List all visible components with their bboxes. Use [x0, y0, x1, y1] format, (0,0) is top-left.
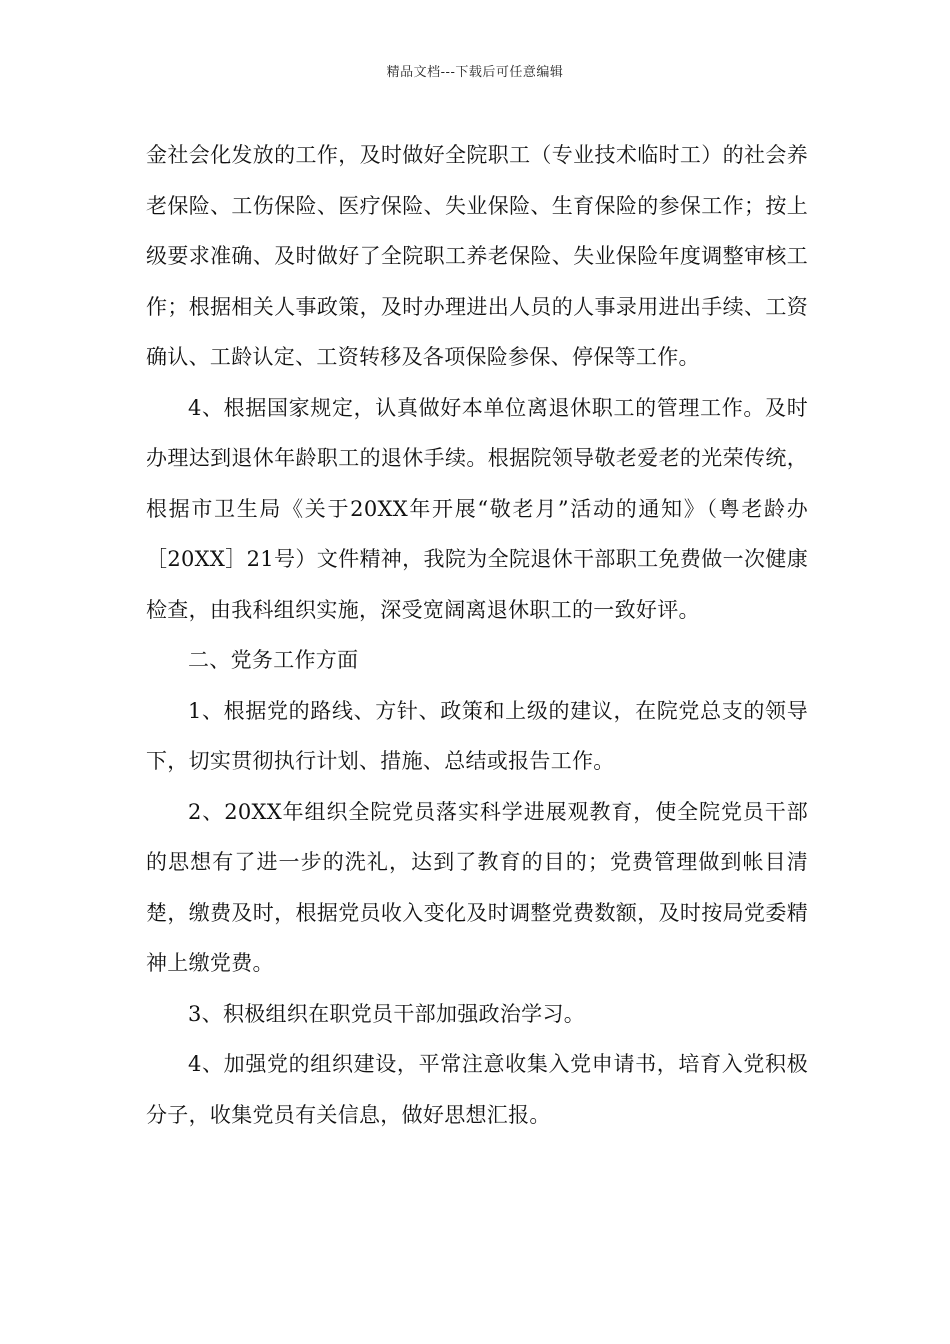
document-body: [146, 130, 808, 1140]
paragraph-party-item-1: 1、根据党的路线、方针、政策和上级的建议，在院党总支的领导下，切实贯彻执行计划、措施、总结或报告工作。: [146, 698, 808, 773]
paragraph-party-item-4: 4、加强党的组织建设，平常注意收集入党申请书，培育入党积极分子，收集党员有关信息，做好思想汇报。: [146, 1052, 808, 1127]
paragraph-continuation: 金社会化发放的工作，及时做好全院职工（专业技术临时工）的社会养老保险、工伤保险、医疗保险、失业保险、生育保险的参保工作；按上级要求准确、及时做好了全院职工养老保险、失业保险年度调整审核工作；根据相关人事政策，及时办理进出人员的人事录用进出手续、工资确认、工龄认定、工资转移及各项保险参保、停保等工作。: [146, 143, 808, 369]
paragraph-party-item-3: 3、积极组织在职党员干部加强政治学习。: [188, 1001, 586, 1026]
section-heading-party-affairs: 二、党务工作方面: [188, 648, 359, 672]
page-header: 精品文档---下载后可任意编辑: [386, 65, 564, 80]
paragraph-retirement-management: 4、根据国家规定，认真做好本单位离退休职工的管理工作。及时办理达到退休年龄职工的退休手续。根据院领导敬老爱老的光荣传统，根据市卫生局《关于20XX年开展“敬老月”活动的通知》（粤老龄办［20XX］21号）文件精神，我院为全院退休干部职工免费做一次健康检查，由我科组织实施，深受宽阔离退休职工的一致好评。: [146, 395, 808, 622]
paragraph-party-item-2: 2、20XX年组织全院党员落实科学进展观教育，使全院党员干部的思想有了进一步的洗礼，达到了教育的目的；党费管理做到帐目清楚，缴费及时，根据党员收入变化及时调整党费数额，及时按局党委精神上缴党费。: [146, 799, 808, 975]
